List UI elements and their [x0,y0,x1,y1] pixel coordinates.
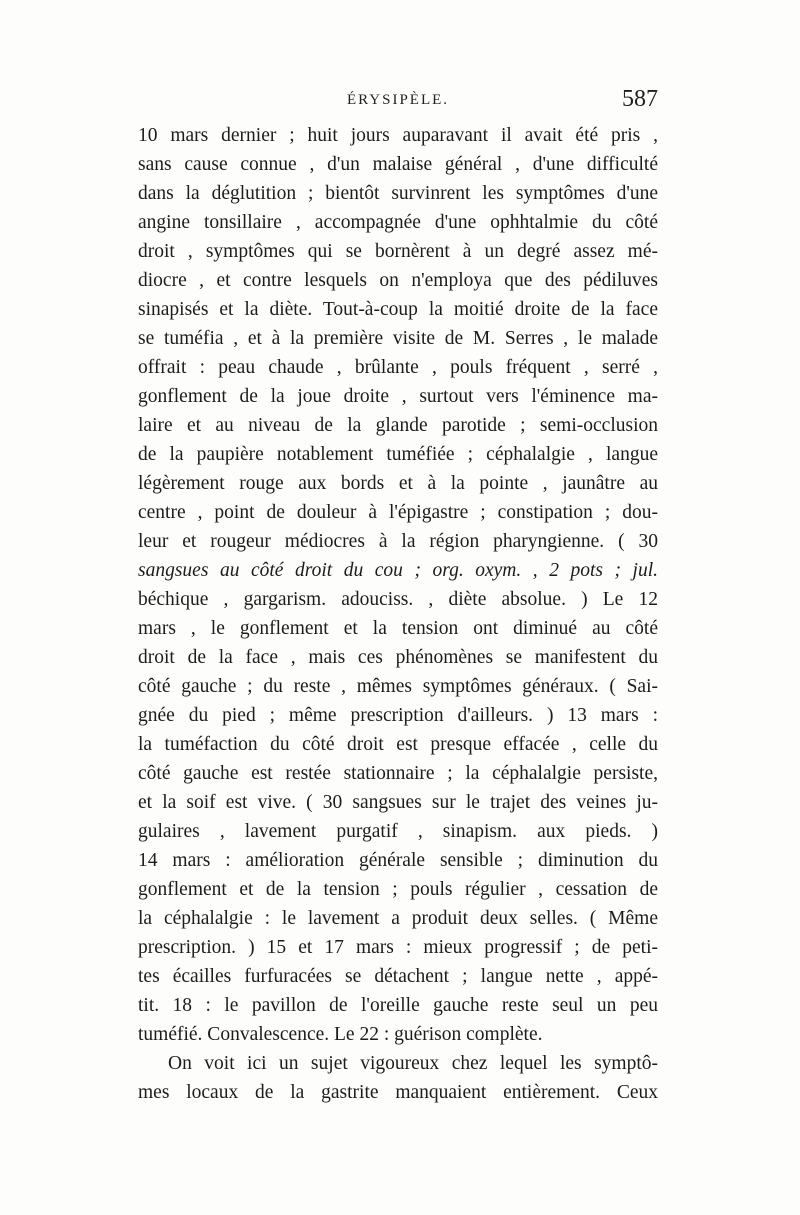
text-line: la tuméfaction du côté droit est presque effacée , celle du [138,734,658,755]
text-line: se tuméfia , et à la première visite de M. Serres , le malade [138,328,658,349]
text-line: prescription. ) 15 et 17 mars : mieux progressif ; de peti- [138,937,658,958]
text-line: béchique , gargarism. adouciss. , diète absolue. ) Le 12 [138,589,658,610]
text-line: sinapisés et la diète. Tout-à-coup la moitié droite de la face [138,299,658,320]
text-line: gonflement et de la tension ; pouls régulier , cessation de [138,879,658,900]
text-line: légèrement rouge aux bords et à la pointe , jaunâtre au [138,473,658,494]
text-line: gonflement de la joue droite , surtout vers l'éminence ma- [138,386,658,407]
text-line: offrait : peau chaude , brûlante , pouls fréquent , serré , [138,357,658,378]
text-line: leur et rougeur médiocres à la région pharyngienne. ( 30 [138,531,658,552]
text-line: tes écailles furfuracées se détachent ; langue nette , appé- [138,966,658,987]
text-line: côté gauche ; du reste , mêmes symptômes généraux. ( Sai- [138,676,658,697]
text-line: sangsues au côté droit du cou ; org. oxym. , 2 pots ; jul. [138,560,658,581]
page-header [138,88,658,118]
running-title: ÉRYSIPÈLE. [346,92,450,108]
text-line: droit de la face , mais ces phénomènes se manifestent du [138,647,658,668]
text-line: sans cause connue , d'un malaise général , d'une difficulté [138,154,658,175]
text-line: dans la déglutition ; bientôt survinrent les symptômes d'une [138,183,658,204]
text-line: 10 mars dernier ; huit jours auparavant il avait été pris , [138,125,658,146]
text-line: On voit ici un sujet vigoureux chez lequel les symptô- [168,1053,658,1074]
text-line: tuméfié. Convalescence. Le 22 : guérison complète. [138,1024,543,1045]
text-line: diocre , et contre lesquels on n'employa que des pédiluves [138,270,658,291]
text-line: 14 mars : amélioration générale sensible ; diminution du [138,850,658,871]
text-line: angine tonsillaire , accompagnée d'une ophhtalmie du côté [138,212,658,233]
body-text [138,121,658,1107]
text-line: mes locaux de la gastrite manquaient entièrement. Ceux [138,1082,658,1103]
text-line: centre , point de douleur à l'épigastre ; constipation ; dou- [138,502,658,523]
page-number: 587 [622,86,658,112]
text-line: de la paupière notablement tuméfiée ; céphalalgie , langue [138,444,658,465]
text-line: et la soif est vive. ( 30 sangsues sur le trajet des veines ju- [138,792,658,813]
text-line: droit , symptômes qui se bornèrent à un degré assez mé- [138,241,658,262]
text-line: mars , le gonflement et la tension ont diminué au côté [138,618,658,639]
text-line: la céphalalgie : le lavement a produit deux selles. ( Même [138,908,658,929]
text-line: gulaires , lavement purgatif , sinapism. aux pieds. ) [138,821,658,842]
text-line: côté gauche est restée stationnaire ; la céphalalgie persiste, [138,763,658,784]
text-line: laire et au niveau de la glande parotide ; semi-occlusion [138,415,658,436]
text-line: gnée du pied ; même prescription d'ailleurs. ) 13 mars : [138,705,658,726]
text-line: tit. 18 : le pavillon de l'oreille gauche reste seul un peu [138,995,658,1016]
